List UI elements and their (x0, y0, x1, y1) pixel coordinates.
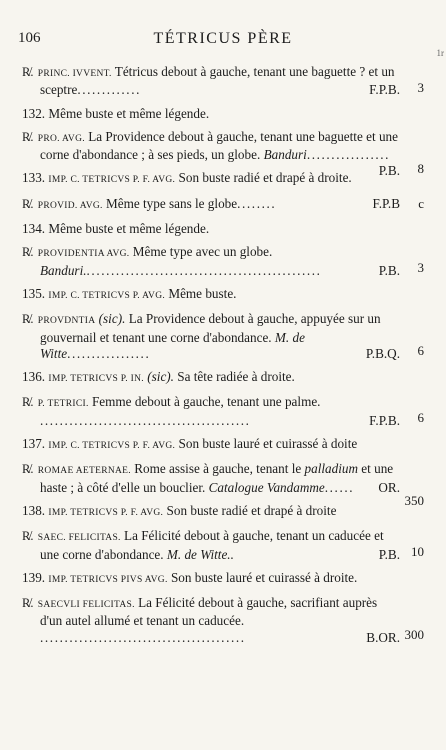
entry-number: 133. (22, 170, 46, 186)
legend: IMP. C. TETRICVS P. F. AVG. (48, 175, 176, 186)
sic-note: (sic). (147, 369, 174, 385)
description: La Providence debout à gauche, tenant une baguette et une corne d'abondance ; à ses pieds, un globe. (40, 128, 398, 163)
source: P.B. (378, 163, 400, 179)
description: La Félicité debout à gauche, tenant un caducée et une corne d'abondance. (40, 528, 384, 562)
source: P.B. (378, 262, 400, 278)
legend: SAEC. FELICITAS. (37, 533, 121, 544)
entry-number: 139. (22, 569, 46, 585)
obverse-entry (22, 170, 400, 188)
description: La Providence debout à gauche, appuyée sur un gouvernail et tenant une corne d'abondance. (40, 311, 381, 345)
reverse-entry (22, 394, 424, 429)
reverse-entry (22, 461, 424, 509)
entry-number: 135. (22, 285, 46, 301)
legend: P. TETRICI. (37, 399, 89, 410)
reverse-mark: R̸. (22, 395, 34, 410)
reverse-mark: R̸. (22, 596, 34, 611)
legend: IMP. C. TETRICVS P. AVG. (48, 290, 166, 301)
description: Son buste lauré et cuirassé à droite. (167, 569, 358, 585)
source: P.B. (378, 546, 400, 562)
reverse-entry (22, 595, 424, 646)
legend: PRO. AVG. (37, 133, 85, 144)
page-header (18, 30, 428, 50)
reference: M. de Witte (40, 329, 305, 361)
description: Même type avec un globe. (129, 244, 273, 260)
entry-number: 134. (22, 221, 46, 237)
legend: PRINC. IVVENT. (37, 69, 112, 79)
reference: Banduri (263, 147, 307, 163)
source: F.P.B. (369, 412, 400, 428)
source: P.B.Q. (365, 345, 400, 361)
description: Son buste radié et drapé à droite (163, 502, 337, 518)
description: Rome assise à gauche, tenant le (130, 461, 305, 477)
reverse-entry (22, 311, 424, 362)
source: F.P.B. (369, 82, 400, 98)
page-number: 106 (18, 30, 41, 46)
reverse-mark: R̸. (22, 245, 34, 260)
obverse-entry (22, 570, 400, 588)
leader-dots: ...... (324, 479, 355, 495)
description: Son buste lauré et cuirassé à doite (175, 436, 358, 452)
legend: SAECVLI FELICITAS. (37, 600, 135, 611)
entry-number: 138. (22, 502, 46, 518)
obverse-entry (22, 503, 400, 521)
leader-dots: ................. (67, 345, 151, 361)
description: Tétricus debout à gauche, tenant une baguette ? et un sceptre (40, 64, 395, 98)
description: Même buste et même légende. (45, 221, 210, 237)
description: Femme debout à gauche, tenant une palme. (88, 394, 321, 410)
legend: IMP. TETRICVS P. IN. (48, 374, 144, 385)
reverse-entry (22, 195, 424, 214)
legend: PROVID. AVG. (37, 200, 103, 211)
description: Même buste et même légende. (45, 105, 210, 121)
description: Même buste. (165, 285, 237, 301)
entry-number: 132. (22, 105, 46, 121)
value: 6 (417, 410, 424, 426)
corner-mark: 1r (436, 48, 444, 58)
legend: IMP. TETRICVS PIVS AVG. (48, 574, 168, 585)
reverse-mark: R̸. (22, 65, 34, 79)
reference: Catalogue Vandamme (208, 479, 325, 495)
description: Même type sans le globe (102, 195, 238, 211)
obverse-entry (22, 436, 400, 454)
palladium: palladium (304, 461, 358, 477)
value: c (418, 195, 424, 211)
source: F.P.B (372, 195, 400, 211)
reverse-mark: R̸. (22, 462, 34, 477)
source: B.OR. (366, 629, 400, 645)
reference: Banduri. (40, 262, 87, 278)
reverse-mark: R̸. (22, 312, 34, 327)
description-cont: et une haste ; à côté d'elle un bouclier. (40, 461, 394, 495)
reverse-entry (22, 64, 424, 99)
leader-dots: ................................................ (86, 262, 322, 278)
value: 3 (417, 260, 424, 276)
leader-dots: ........................................... (40, 412, 251, 428)
reverse-mark: R̸. (22, 529, 34, 544)
leader-dots: ................. (306, 147, 391, 163)
leader-dots: ............. (77, 82, 142, 98)
source: OR. (378, 479, 400, 495)
value: 3 (417, 80, 424, 95)
catalogue-entries (22, 64, 424, 653)
running-title: TÉTRICUS PÈRE (153, 30, 293, 47)
leader-dots: ........ (237, 195, 277, 211)
obverse-entry (22, 369, 400, 387)
legend: PROVIDENTIA AVG. (37, 249, 130, 260)
value: 300 (404, 627, 424, 643)
reverse-entry (22, 244, 424, 279)
obverse-entry (22, 286, 400, 304)
value: 8 (417, 160, 424, 176)
reference: M. de Witte.. (166, 546, 234, 562)
legend: PROVDNTIA (37, 316, 96, 327)
legend: IMP. C. TETRICVS P. F. AVG. (48, 441, 176, 452)
reverse-entry (22, 528, 424, 563)
value: 6 (417, 343, 424, 359)
legend: ROMAE AETERNAE. (37, 466, 131, 477)
reverse-mark: R̸. (22, 129, 34, 144)
obverse-entry (22, 106, 400, 122)
value: 350 (404, 493, 424, 509)
obverse-entry (22, 221, 400, 237)
entry-number: 136. (22, 369, 46, 385)
sic-note: (sic). (98, 311, 126, 327)
entry-number: 137. (22, 436, 46, 452)
description: Son buste radié et drapé à droite. (175, 170, 352, 186)
reverse-mark: R̸. (22, 196, 34, 211)
legend: IMP. TETRICVS P. F. AVG. (48, 507, 164, 518)
description: La Félicité debout à gauche, sacrifiant auprès d'un autel allumé et tenant un caducée. (40, 595, 378, 629)
value: 10 (411, 544, 424, 560)
leader-dots: .......................................... (40, 629, 246, 645)
description: Sa tête radiée à droite. (173, 369, 295, 385)
